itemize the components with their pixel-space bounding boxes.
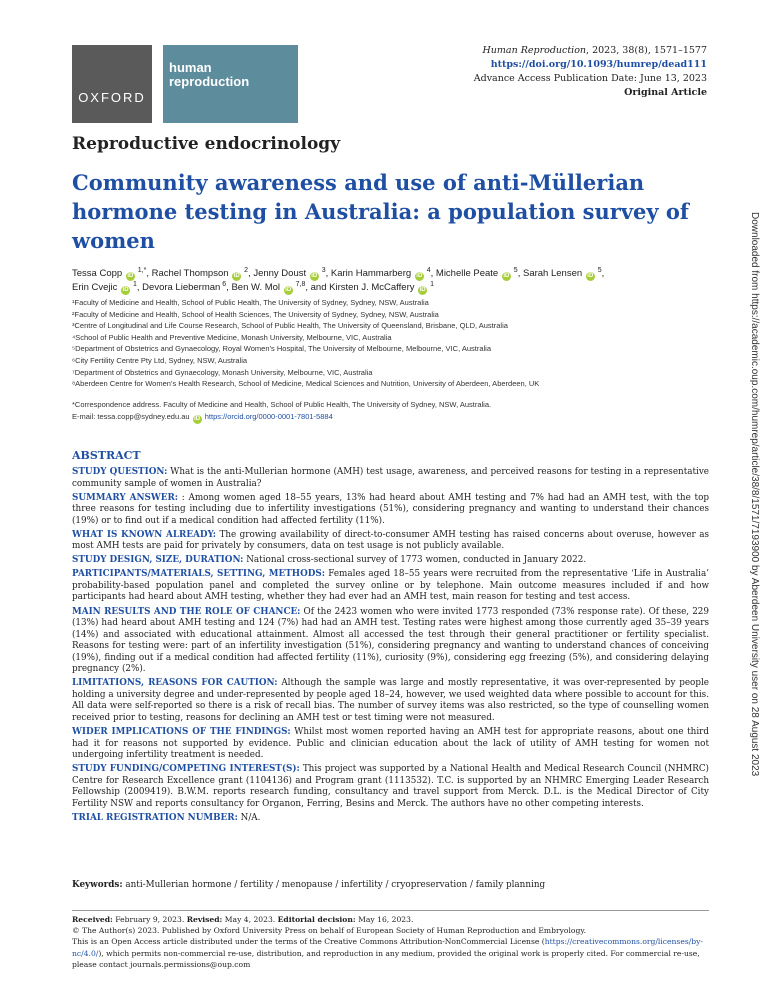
author-name[interactable]: Karin Hammarberg [330, 268, 412, 279]
revised-label: Revised: [186, 915, 223, 924]
footer [72, 914, 709, 970]
affiliation-list [72, 297, 692, 390]
decision-date: May 16, 2023. [358, 915, 414, 924]
author-affiliation-marker: 5 [511, 266, 518, 274]
abstract-section-text: Females aged 18–55 years were recruited from the representative ‘Life in Australia’ probability-based population panel and completed the survey online or by telephone. Main outcome measures included if and how participants had heard about AMH testing, whether they had ever had an AMH test, main reason for testing and test access. [72, 569, 709, 603]
keywords-text: anti-Mullerian hormone / fertility / menopause / infertility / cryopreservation / family planning [125, 880, 546, 890]
author-name[interactable]: Erin Cvejic [72, 282, 118, 293]
abstract-section-label: LIMITATIONS, REASONS FOR CAUTION: [72, 678, 278, 689]
journal-info [474, 44, 707, 100]
abstract-section-label: PARTICIPANTS/MATERIALS, SETTING, METHODS: [72, 569, 325, 580]
license [72, 936, 709, 970]
author-name[interactable]: Rachel Thompson [151, 268, 229, 279]
author: Rachel Thompson iD $^2$, [151, 266, 254, 279]
abstract-section-text: Although the sample was large and mostly representative, it was over-represented by people holding a university degree and under-represented by people aged 18–24, however, we used weighted data where possible to account for this. All data were self-reported so there is a risk of recall bias. The number of survey items was also restricted, so the type of counselling women received prior to testing, reasons for declining an AMH test or test timing were not measured. [72, 678, 710, 723]
journal-name: Human Reproduction [482, 45, 587, 56]
author-name[interactable]: Jenny Doust [253, 268, 307, 279]
correspondence [72, 399, 692, 424]
affiliation: ¹Faculty of Medicine and Health, School of Public Health, The University of Sydney, Sydney, NSW, Australia [72, 298, 429, 307]
correspondence-address: *Correspondence address. Faculty of Medicine and Health, School of Public Health, The University of Sydney, NSW, Australia. [72, 400, 492, 409]
doi-link[interactable]: https://doi.org/10.1093/humrep/dead111 [490, 59, 707, 70]
abstract-section-label: STUDY DESIGN, SIZE, DURATION: [72, 555, 244, 566]
author: Ben W. Mol iD $^{7,8}$, and [231, 280, 330, 293]
author-affiliation-marker: 2 [242, 266, 249, 274]
abstract-section [72, 555, 709, 567]
abstract-section-text: Whilst most women reported having an AMH test for appropriate reasons, about one third had it for reasons not supported by evidence. Public and clinician education about the lack of utility of AMH testing for women not undergoing infertility treatment is needed. [72, 726, 709, 761]
author [329, 282, 434, 293]
license-post: ), which permits non-commercial re-use, distribution, and reproduction in any medium, provided the original work is properly cited. For commercial re-use, please contact journals.permissions@oup.com [72, 948, 700, 969]
orcid-icon[interactable]: iD [233, 273, 240, 279]
correspondence-contact [72, 411, 692, 424]
orcid-icon[interactable]: iD [419, 287, 426, 293]
author-affiliation-marker: 4 [424, 266, 431, 274]
orcid-icon[interactable]: iD [122, 287, 129, 293]
orcid-icon[interactable]: iD [285, 287, 292, 293]
citation-line [474, 44, 707, 58]
author-affiliation-marker: 6 [220, 280, 227, 288]
author-name[interactable]: Tessa Copp [72, 268, 123, 279]
keywords-label: Keywords: [72, 880, 123, 890]
orcid-icon: iD [194, 415, 201, 422]
abstract-section-text: The growing availability of direct-to-consumer AMH testing has raised concerns about overuse, however as most AMH tests are paid for privately by consumers, data on test usage is not publicly available. [72, 529, 710, 552]
received-date: February 9, 2023. [115, 915, 185, 924]
license-link[interactable]: https://creativecommons.org/licenses/by-nc/4.0/ [72, 937, 703, 958]
oxford-logo-text: OXFORD [78, 90, 146, 105]
author-affiliation-marker: 3 [319, 266, 326, 274]
abstract-heading: ABSTRACT [72, 449, 141, 462]
orcid-icon[interactable]: iD [311, 273, 318, 279]
keywords [72, 879, 709, 891]
author: Sarah Lensen iD $^5$, [522, 266, 605, 279]
author: Michelle Peate iD $^5$, [435, 266, 523, 279]
download-watermark: Downloaded from https://academic.oup.com/humrep/article/38/8/1571/7193900 by Aberdeen University user on 28 August 2023 [749, 212, 760, 777]
article-title: Community awareness and use of anti-Müllerian hormone testing in Australia: a population survey of women [72, 170, 689, 253]
abstract-section [72, 678, 709, 724]
author-affiliation-marker: 1,* [135, 266, 147, 274]
abstract-section-label: TRIAL REGISTRATION NUMBER: [72, 812, 238, 823]
orcid-icon[interactable]: iD [587, 273, 594, 279]
author-affiliation-marker: 1 [428, 280, 434, 288]
abstract-section [72, 727, 709, 762]
decision-label: Editorial decision: [277, 915, 356, 924]
dates-line [72, 914, 709, 925]
author-affiliation-marker: 5 [595, 266, 602, 274]
abstract-section-text: Of the 2423 women who were invited 1773 responded (73% response rate). Of these, 229 (13%) had heard about AMH testing and 124 (7%) had had an AMH test. Testing rates were highest among those currently aged 35–39 years (14%) and associated with educational attainment. Almost all accessed the test through their general practitioner or fertility specialist. Reasons for testing were: part of an infertility investigation (51%), considering pregnancy and wanting to understand chances of conceiving (19%), finding out if a medical condition had affected fertility (11%), curiosity (9%), considering egg freezing (5%), and considering delaying pregnancy (2%). [72, 606, 710, 675]
correspondence-email[interactable]: E-mail: tessa.copp@sydney.edu.au [72, 411, 190, 421]
affiliation: ²Faculty of Medicine and Health, School of Health Sciences, The University of Sydney, Sydney, NSW, Australia [72, 309, 439, 319]
orcid-icon[interactable]: iD [127, 273, 134, 279]
author-affiliation-marker: 7,8 [293, 280, 306, 288]
abstract-section-label: STUDY FUNDING/COMPETING INTEREST(S): [72, 764, 300, 775]
abstract-section [72, 530, 709, 553]
author-name[interactable]: Michelle Peate [435, 268, 499, 279]
copyright: © The Author(s) 2023. Published by Oxford University Press on behalf of European Society of Human Reproduction and Embryology. [72, 926, 587, 936]
author-name[interactable]: Kirsten J. McCaffery [329, 282, 415, 293]
author: Jenny Doust iD $^3$, [253, 266, 331, 279]
author: Tessa Copp iD $^{1,*}$, [72, 266, 152, 279]
citation: , 2023, 38(8), 1571–1577 [586, 45, 707, 56]
author-name[interactable]: Sarah Lensen [522, 268, 583, 279]
author: Karin Hammarberg iD $^4$, [330, 266, 436, 279]
affiliation: ⁷Department of Obstetrics and Gynaecology, Monash University, Melbourne, VIC, Australia [72, 367, 373, 377]
abstract-section [72, 467, 709, 490]
affiliation: ³Centre of Longitudinal and Life Course Research, School of Public Health, The University of Queensland, Brisbane, QLD, Australia [72, 321, 508, 331]
section-heading: Reproductive endocrinology [72, 134, 341, 154]
orcid-link[interactable]: https://orcid.org/0000-0001-7801-5884 [204, 411, 333, 421]
abstract-section [72, 569, 709, 604]
affiliation: ⁴School of Public Health and Preventive Medicine, Monash University, Melbourne, VIC, Australia [72, 332, 392, 342]
abstract-section [72, 493, 709, 528]
orcid-icon[interactable]: iD [416, 273, 423, 279]
journal-logo-line1: human [169, 60, 212, 75]
abstract-section-text: This project was supported by a National Health and Medical Research Council (NHMRC) Centre for Research Excellence grant (1104136) and Program grant (1113532). T.C. is supported by an NHMRC Emerging Leader Research Fellowship (2009419). B.W.M. reports research funding, consultancy and travel support from Merck. D.L. is the Medical Director of City Fertility NSW and reports consultancy for Organon, Ferring, Besins and Merck. The authors have no other competing interests. [72, 764, 709, 809]
journal-logo [163, 45, 298, 123]
license-pre: This is an Open Access article distributed under the terms of the Creative Commons Attribution-NonCommercial License ( [72, 937, 545, 947]
orcid-icon[interactable]: iD [503, 273, 510, 279]
abstract-section-label: STUDY QUESTION: [72, 467, 168, 477]
abstract-section-label: MAIN RESULTS AND THE ROLE OF CHANCE: [72, 606, 301, 617]
revised-date: May 4, 2023. [224, 915, 276, 924]
abstract-section-text: N/A. [237, 812, 261, 823]
author: Erin Cvejic iD $^1$, [72, 280, 143, 293]
author-name[interactable]: Devora Lieberman [142, 282, 221, 293]
journal-logo-line2: reproduction [169, 74, 250, 89]
author-list [72, 267, 682, 295]
abstract-section [72, 813, 709, 825]
abstract-section [72, 607, 709, 676]
author: Devora Lieberman $^6$, [142, 280, 232, 293]
abstract-section [72, 764, 709, 810]
footer-divider [72, 910, 709, 911]
oxford-logo [72, 45, 152, 123]
abstract-section-text: : Among women aged 18–55 years, 13% had heard about AMH testing and 7% had had an AMH test, with the top three reasons for testing including due to infertility investigations (51%), considering pregnancy and wanting to understand their chances (19%) or to find out if a medical condition had affected fertility (11%). [72, 492, 709, 526]
article-type: Original Article [624, 87, 707, 98]
affiliation: ⁶City Fertility Centre Pty Ltd, Sydney, NSW, Australia [72, 355, 248, 365]
abstract-section-label: WIDER IMPLICATIONS OF THE FINDINGS: [72, 726, 291, 737]
author-name[interactable]: Ben W. Mol [231, 282, 281, 293]
abstract-section-text: National cross-sectional survey of 1773 women, conducted in January 2022. [243, 555, 587, 566]
received-label: Received: [72, 915, 113, 924]
abstract-section-label: SUMMARY ANSWER: [72, 492, 179, 503]
affiliation: ⁵Department of Obstetrics and Gynaecology, Royal Women’s Hospital, The University of Melbourne, Melbourne, VIC, Australia [72, 344, 491, 354]
abstract-section-label: WHAT IS KNOWN ALREADY: [72, 529, 216, 540]
abstract-section-text: What is the anti-Mullerian hormone (AMH) test usage, awareness, and perceived reasons for testing in a representative community sample of women in Australia? [72, 467, 709, 489]
advance-access: Advance Access Publication Date: June 13, 2023 [473, 73, 707, 84]
author-affiliation-marker: 1 [131, 280, 137, 288]
abstract-body [72, 467, 709, 827]
affiliation: ⁸Aberdeen Centre for Women’s Health Research, School of Medicine, Medical Sciences and Nutrition, University of Aberdeen, Aberdeen, UK [72, 379, 540, 389]
